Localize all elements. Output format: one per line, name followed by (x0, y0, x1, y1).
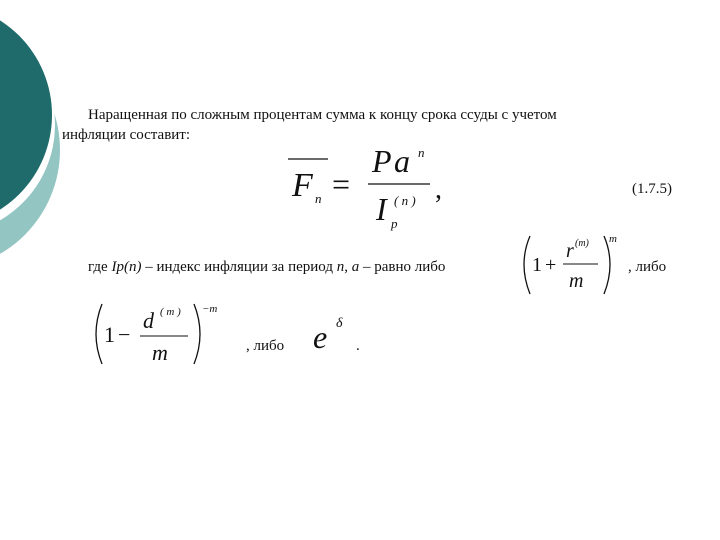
equals-sign: = (332, 166, 351, 202)
d-minus: − (118, 322, 131, 347)
intro-line-1: Наращенная по сложным процентам сумма к концу срока ссуды с учетом (88, 107, 557, 123)
r-superscript: (m) (575, 238, 589, 249)
formula-d (90, 300, 230, 370)
where-comma: , (344, 259, 352, 275)
or-label-2: , либо (246, 338, 285, 354)
formula-e (310, 310, 360, 355)
d-m-denominator: m (152, 340, 168, 365)
left-paren (524, 236, 530, 294)
delta-superscript: δ (336, 316, 343, 331)
r-m-denominator: m (569, 270, 584, 292)
where-prefix: где (88, 259, 112, 275)
p-symbol: P (372, 143, 392, 179)
r-exponent: m (609, 233, 617, 245)
i-superscript: ( n ) (394, 193, 416, 208)
where-mid: – индекс инфляции за период (141, 259, 337, 275)
where-n: n (336, 259, 345, 275)
e-symbol: e (313, 319, 328, 355)
r-plus: + (545, 254, 557, 276)
r-symbol: r (566, 240, 574, 262)
where-tail: – равно либо (359, 259, 446, 275)
f-symbol: F (292, 167, 313, 204)
i-symbol: I (376, 191, 387, 227)
d-symbol: d (143, 308, 154, 333)
where-line (88, 258, 445, 276)
final-period: . (356, 338, 360, 354)
decorative-circles (0, 0, 80, 300)
d-exponent: −m (202, 303, 218, 315)
d-superscript: ( m ) (160, 306, 181, 318)
right-paren (194, 304, 200, 364)
f-subscript: n (315, 191, 322, 206)
formula-r (516, 232, 626, 298)
d-one: 1 (104, 322, 115, 347)
where-a: a (351, 259, 360, 275)
a-symbol: a (394, 143, 410, 179)
formula-main (280, 140, 460, 235)
formula-number: (1.7.5) (632, 181, 672, 197)
a-superscript: n (418, 145, 425, 160)
r-one: 1 (532, 254, 542, 276)
formula-comma: , (435, 174, 442, 205)
left-paren (96, 304, 102, 364)
intro-line-2: инфляции составит: (62, 127, 191, 143)
i-subscript: p (391, 216, 398, 231)
or-label-1: , либо (628, 259, 667, 275)
where-ip: Ip(n) (111, 259, 142, 275)
